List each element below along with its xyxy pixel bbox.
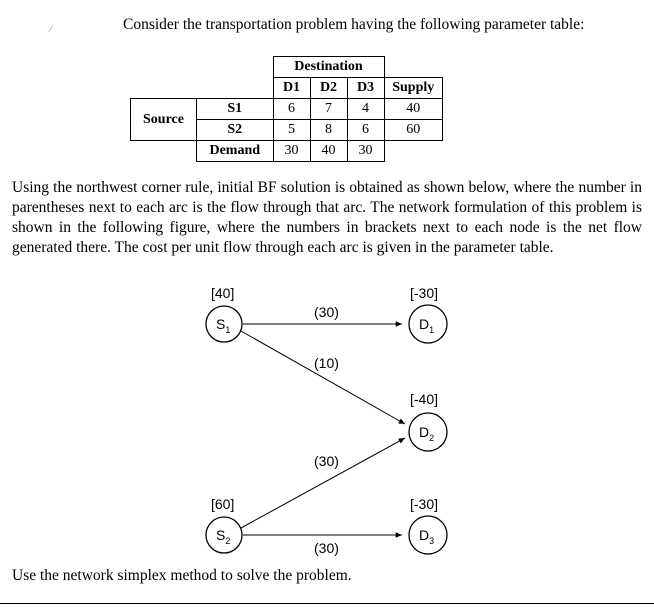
cost-s2-d1: 5 — [273, 120, 310, 141]
arc-flow-s2-d2: (30) — [314, 453, 339, 469]
supply-header: Supply — [384, 78, 443, 99]
net-flow-s1: [40] — [211, 285, 235, 301]
demand-d1: 30 — [273, 141, 310, 162]
node-s1-label: $S_1$ — [216, 316, 231, 335]
arc-flow-s1-d1: (30) — [314, 304, 339, 320]
stray-mark: ⁄ — [50, 24, 52, 34]
supply-s1: 40 — [384, 99, 443, 120]
node-d3-label: $D_3$ — [419, 527, 435, 546]
cost-s1-d2: 7 — [310, 99, 347, 120]
cost-s2-d3: 6 — [347, 120, 384, 141]
node-d1-label: $D_1$ — [419, 316, 435, 335]
row-label-s2: S2 — [197, 120, 274, 141]
outro-text: Use the network simplex method to solve the problem. — [12, 567, 352, 584]
node-s2-label: $S_2$ — [216, 527, 231, 546]
row-label-s1: S1 — [197, 99, 274, 120]
arc-flow-s2-d3: (30) — [314, 540, 339, 556]
destination-header: Destination — [273, 57, 384, 78]
source-header: Source — [131, 99, 197, 141]
demand-d3: 30 — [347, 141, 384, 162]
net-flow-s2: [60] — [211, 496, 235, 512]
divider — [0, 603, 654, 604]
cost-s1-d3: 4 — [347, 99, 384, 120]
arc-s1-d2 — [241, 331, 405, 424]
col-header-d2: D2 — [310, 78, 347, 99]
net-flow-d3: [-30] — [410, 496, 439, 512]
demand-d2: 40 — [310, 141, 347, 162]
node-d2-label: $D_2$ — [419, 424, 435, 443]
intro-text: Consider the transportation problem having the following parameter table: — [123, 16, 585, 33]
supply-s2: 60 — [384, 120, 443, 141]
arc-flow-s1-d2: (10) — [314, 355, 339, 371]
col-header-d1: D1 — [273, 78, 310, 99]
demand-label: Demand — [197, 141, 274, 162]
net-flow-d2: [-40] — [410, 391, 439, 407]
col-header-d3: D3 — [347, 78, 384, 99]
net-flow-d1: [-30] — [410, 285, 439, 301]
cost-s2-d2: 8 — [310, 120, 347, 141]
description-paragraph: Using the northwest corner rule, initial BF solution is obtained as shown below, where the number in parentheses next to each arc is the flow through that arc. The network formulation of this problem is shown in the following figure, where the numbers in brackets next to each node is the net flow generated there. The cost per unit flow through each arc is given in the parameter table. — [12, 179, 642, 256]
arc-s2-d2 — [241, 438, 405, 528]
cost-s1-d1: 6 — [273, 99, 310, 120]
